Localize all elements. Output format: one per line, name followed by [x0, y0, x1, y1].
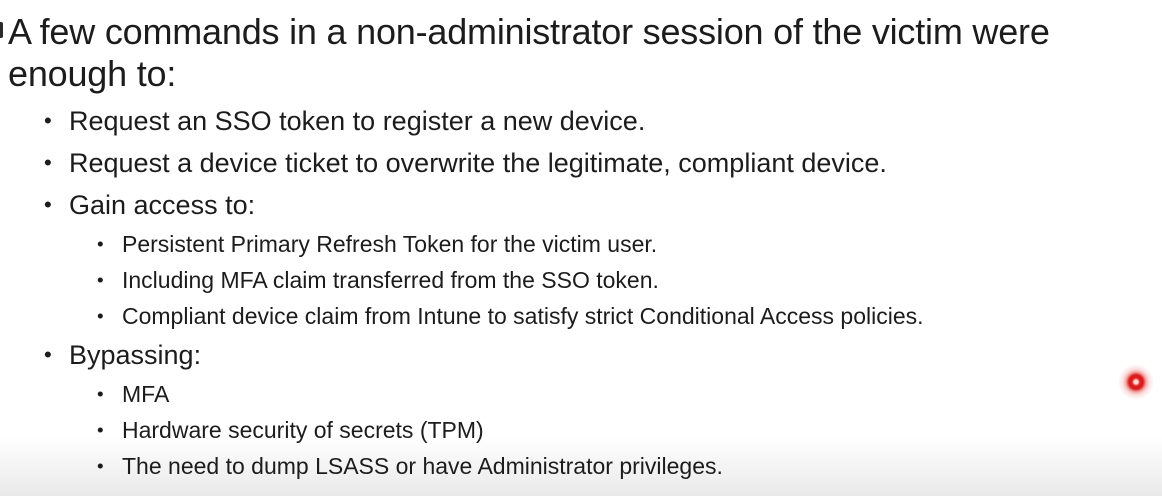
bullet-text: Hardware security of secrets (TPM)	[122, 416, 484, 443]
bullet-icon: •	[97, 455, 104, 476]
list-item	[0, 298, 1162, 334]
bullet-icon: •	[97, 305, 104, 326]
list-item	[0, 142, 1162, 184]
list-item	[0, 100, 1162, 142]
bullet-list	[0, 100, 1162, 484]
list-item	[0, 334, 1162, 376]
bullet-icon: •	[44, 342, 52, 367]
list-item	[0, 184, 1162, 226]
cropped-edge-glyph	[0, 22, 3, 38]
bullet-text: The need to dump LSASS or have Administrator privileges.	[122, 452, 723, 479]
bullet-text: Bypassing:	[69, 339, 202, 370]
bullet-icon: •	[97, 383, 104, 404]
list-item	[0, 376, 1162, 412]
bullet-icon: •	[97, 233, 104, 254]
bullet-text: Request a device ticket to overwrite the legitimate, compliant device.	[69, 147, 887, 178]
slide-title: A few commands in a non-administrator session of the victim were enough to:	[8, 11, 1050, 94]
bullet-icon: •	[97, 419, 104, 440]
bullet-icon: •	[97, 269, 104, 290]
list-item	[0, 226, 1162, 262]
bullet-icon: •	[44, 108, 52, 133]
bullet-text: Persistent Primary Refresh Token for the victim user.	[122, 230, 658, 257]
bullet-text: Gain access to:	[69, 189, 256, 220]
list-item	[0, 412, 1162, 448]
bullet-text: Request an SSO token to register a new device.	[69, 105, 646, 136]
list-item	[0, 448, 1162, 484]
bullet-text: Including MFA claim transferred from the SSO token.	[122, 266, 659, 293]
bullet-text: MFA	[122, 380, 170, 407]
bullet-icon: •	[44, 192, 52, 217]
bullet-text: Compliant device claim from Intune to satisfy strict Conditional Access policies.	[122, 302, 924, 329]
list-item	[0, 262, 1162, 298]
bullet-icon: •	[44, 150, 52, 175]
